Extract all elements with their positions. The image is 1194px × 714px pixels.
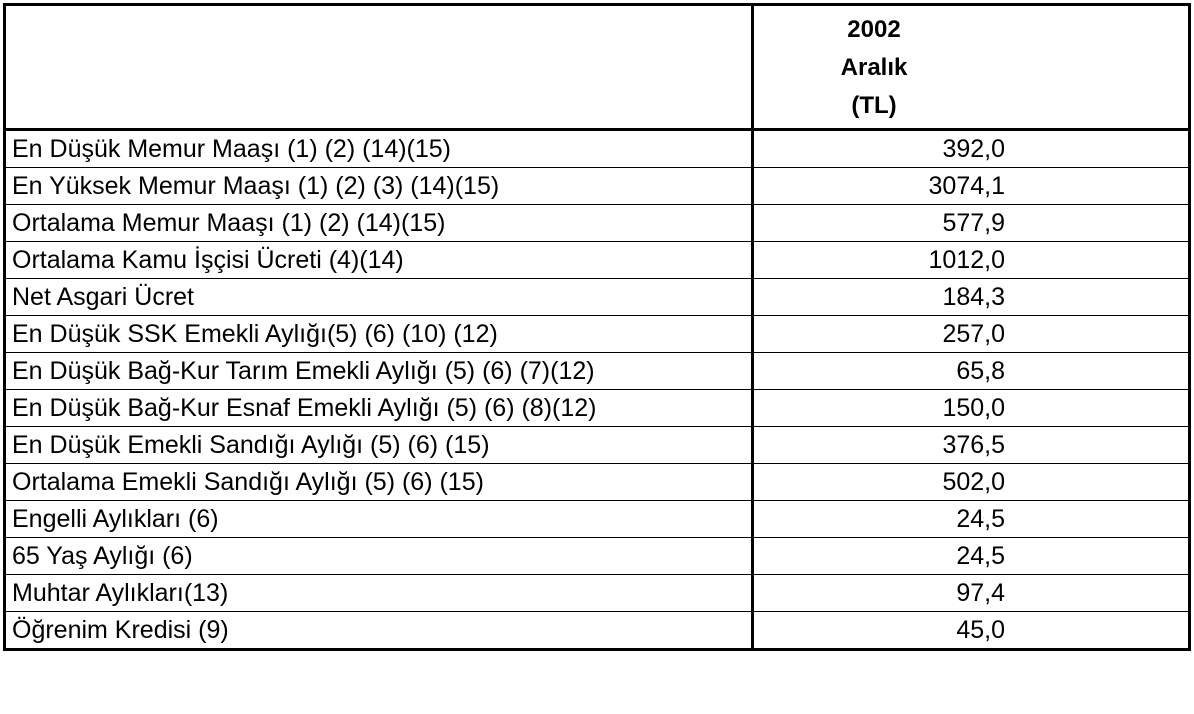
- row-label-cell[interactable]: 65 Yaş Aylığı (6): [5, 538, 753, 575]
- spreadsheet-table-container: [3, 3, 1188, 710]
- header-row: [5, 5, 1190, 130]
- row-label-cell[interactable]: En Düşük Bağ-Kur Esnaf Emekli Aylığı (5) (6) (8)(12): [5, 390, 753, 427]
- row-value-cell[interactable]: 392,0: [753, 130, 1190, 168]
- row-value-cell[interactable]: 24,5: [753, 538, 1190, 575]
- row-label-cell[interactable]: En Düşük SSK Emekli Aylığı(5) (6) (10) (12): [5, 316, 753, 353]
- header-unit: (TL): [851, 92, 897, 119]
- row-label-cell[interactable]: Engelli Aylıkları (6): [5, 501, 753, 538]
- row-label-cell[interactable]: Öğrenim Kredisi (9): [5, 612, 753, 650]
- row-value-cell[interactable]: 65,8: [753, 353, 1190, 390]
- row-label-cell[interactable]: Ortalama Kamu İşçisi Ücreti (4)(14): [5, 242, 753, 279]
- row-label-cell[interactable]: En Düşük Emekli Sandığı Aylığı (5) (6) (15): [5, 427, 753, 464]
- table-row: [5, 353, 1190, 390]
- table-row: [5, 612, 1190, 650]
- row-value-cell[interactable]: 257,0: [753, 316, 1190, 353]
- row-value-cell[interactable]: 1012,0: [753, 242, 1190, 279]
- row-value-cell[interactable]: 3074,1: [753, 168, 1190, 205]
- table-row: [5, 316, 1190, 353]
- row-value-cell[interactable]: 376,5: [753, 427, 1190, 464]
- row-label-cell[interactable]: En Yüksek Memur Maaşı (1) (2) (3) (14)(15): [5, 168, 753, 205]
- row-label-cell[interactable]: Ortalama Memur Maaşı (1) (2) (14)(15): [5, 205, 753, 242]
- header-label-cell[interactable]: [5, 5, 753, 130]
- row-label-cell[interactable]: Ortalama Emekli Sandığı Aylığı (5) (6) (15): [5, 464, 753, 501]
- header-year: 2002: [847, 16, 901, 43]
- row-label-cell[interactable]: Net Asgari Ücret: [5, 279, 753, 316]
- wage-table: [3, 3, 1191, 651]
- row-value-cell[interactable]: 502,0: [753, 464, 1190, 501]
- table-row: [5, 242, 1190, 279]
- table-row: [5, 279, 1190, 316]
- row-value-cell[interactable]: 184,3: [753, 279, 1190, 316]
- table-row: [5, 130, 1190, 168]
- row-value-cell[interactable]: 97,4: [753, 575, 1190, 612]
- table-body: [5, 130, 1190, 650]
- row-label-cell[interactable]: En Düşük Bağ-Kur Tarım Emekli Aylığı (5) (6) (7)(12): [5, 353, 753, 390]
- table-row: [5, 205, 1190, 242]
- row-value-cell[interactable]: 150,0: [753, 390, 1190, 427]
- table-row: [5, 168, 1190, 205]
- header-month: Aralık: [840, 54, 908, 81]
- row-label-cell[interactable]: Muhtar Aylıkları(13): [5, 575, 753, 612]
- row-value-cell[interactable]: 577,9: [753, 205, 1190, 242]
- row-value-cell[interactable]: 45,0: [753, 612, 1190, 650]
- row-label-cell[interactable]: En Düşük Memur Maaşı (1) (2) (14)(15): [5, 130, 753, 168]
- row-value-cell[interactable]: 24,5: [753, 501, 1190, 538]
- table-row: [5, 427, 1190, 464]
- table-row: [5, 575, 1190, 612]
- table-row: [5, 538, 1190, 575]
- table-row: [5, 464, 1190, 501]
- table-row: [5, 501, 1190, 538]
- table-row: [5, 390, 1190, 427]
- header-text-block: [754, 6, 994, 125]
- header-value-cell[interactable]: [753, 5, 1190, 130]
